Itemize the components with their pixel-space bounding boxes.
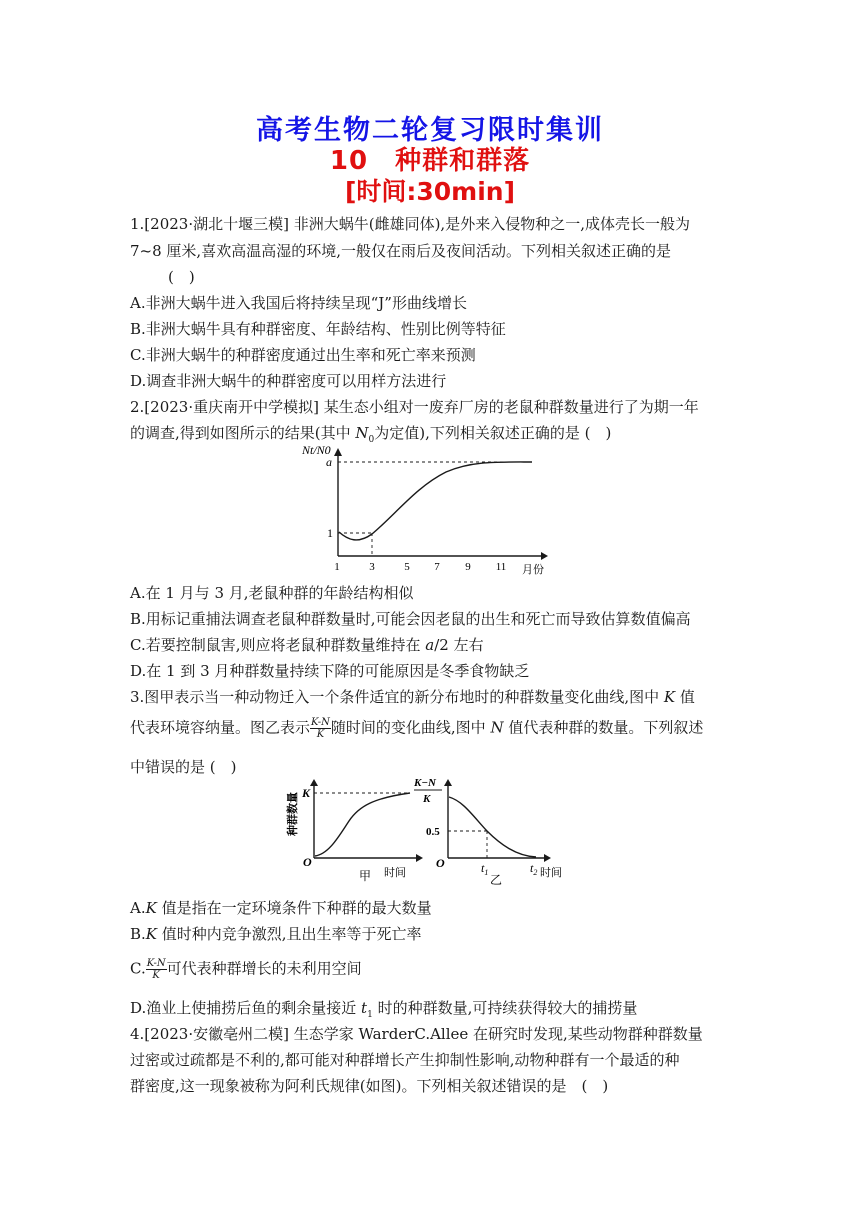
- chart1-y-tick-1: 1: [327, 526, 333, 540]
- chart1-x-tick: 11: [495, 561, 507, 573]
- chart1-x-label: 月份: [522, 564, 544, 576]
- q3-line1: 3.图甲表示当一种动物迁入一个条件适宜的新分布地时的种群数量变化曲线,图中 K 值: [130, 688, 695, 706]
- document-title: 高考生物二轮复习限时集训: [256, 115, 604, 146]
- chart2-x-label: 时间: [384, 867, 406, 879]
- chart3-title: 乙: [490, 873, 503, 886]
- q3-line3: 中错误的是 ( ): [130, 758, 237, 776]
- chart2-k-label: K: [302, 786, 311, 800]
- q2-line1: 2.[2023·重庆南开中学模拟] 某生态小组对一废弃厂房的老鼠种群数量进行了为期一年: [130, 398, 699, 416]
- chart-nt-n0: [296, 442, 556, 582]
- chart2-origin: O: [303, 855, 312, 869]
- q3-line2: 代表环境容纳量。图乙表示 $\frac{K-N}{K}$ 随时间的变化曲线,图中 N 值代表种群的数量。下列叙述: [130, 717, 704, 740]
- q1-line2: 7~8 厘米,喜欢高温高湿的环境,一般仅在雨后及夜间活动。下列相关叙述正确的是: [130, 242, 671, 260]
- q2-option-c: C.若要控制鼠害,则应将老鼠种群数量维持在 a/2 左右: [130, 636, 484, 654]
- q3-option-b: B.K 值时种内竞争激烈,且出生率等于死亡率: [130, 925, 422, 943]
- chart-ratio-yi: [408, 776, 578, 886]
- q2-option-a: A.在 1 月与 3 月,老鼠种群的年龄结构相似: [130, 584, 414, 602]
- q2-option-d: D.在 1 到 3 月种群数量持续下降的可能原因是冬季食物缺乏: [130, 662, 530, 680]
- q1-option-b: B.非洲大蜗牛具有种群密度、年龄结构、性别比例等特征: [130, 320, 506, 338]
- q2-line2: 的调查,得到如图所示的结果(其中 $N_0$为定值),下列相关叙述正确的是 ( ): [130, 424, 612, 445]
- chart3-x-label: 时间: [540, 867, 562, 879]
- q4-line3: 群密度,这一现象被称为阿利氏规律(如图)。下列相关叙述错误的是 ( ): [130, 1077, 609, 1095]
- q3-option-c: C. $\frac{K-N}{K}$ 可代表种群增长的未利用空间: [130, 958, 362, 981]
- q1-line1: 1.[2023·湖北十堰三模] 非洲大蜗牛(雌雄同体),是外来入侵物种之一,成体壳长一般为: [130, 215, 690, 233]
- chart1-x-tick: 5: [404, 561, 410, 573]
- chart1-y-label: Nt/N0: [302, 443, 331, 457]
- chart1-x-tick: 1: [334, 561, 340, 573]
- chart3-y-numerator: K−N: [414, 777, 436, 789]
- q2-option-b: B.用标记重捕法调查老鼠种群数量时,可能会因老鼠的出生和死亡而导致估算数值偏高: [130, 610, 691, 628]
- chart1-y-tick-a: a: [326, 455, 332, 469]
- chart3-t1: $t_1$: [481, 861, 489, 877]
- chart2-y-label: 种群数量: [287, 792, 299, 836]
- q3-option-d: D.渔业上使捕捞后鱼的剩余量接近 $t_1$ 时的种群数量,可持续获得较大的捕捞量: [130, 999, 638, 1020]
- chart3-y-tick: 0.5: [426, 826, 440, 838]
- q3-option-a: A.K 值是指在一定环境条件下种群的最大数量: [130, 899, 432, 917]
- fraction-k-n-over-k: $\frac{K-N}{K}$: [146, 958, 166, 981]
- q1-option-d: D.调查非洲大蜗牛的种群密度可以用样方法进行: [130, 372, 447, 390]
- time-limit: [时间:30min]: [344, 177, 516, 206]
- chart2-title: 甲: [359, 869, 372, 883]
- chart-population-jia: [284, 776, 424, 886]
- q4-line2: 过密或过疏都是不利的,都可能对种群增长产生抑制性影响,动物种群有一个最适的种: [130, 1051, 680, 1069]
- document-subtitle: 10 种群和群落: [329, 146, 531, 176]
- q1-answer-paren: ( ): [168, 268, 195, 286]
- q4-line1: 4.[2023·安徽亳州二模] 生态学家 WarderC.Allee 在研究时发现,某些动物群种群数量: [130, 1025, 703, 1043]
- q1-option-a: A.非洲大蜗牛进入我国后将持续呈现“J”形曲线增长: [130, 294, 467, 312]
- chart1-x-tick: 3: [369, 561, 375, 573]
- chart3-t2: $t_2$: [530, 861, 538, 877]
- chart3-origin: O: [436, 856, 445, 870]
- fraction-k-n-over-k: $\frac{K-N}{K}$: [311, 717, 330, 740]
- chart1-x-tick: 9: [465, 561, 471, 573]
- chart1-x-tick: 7: [434, 561, 440, 573]
- q1-option-c: C.非洲大蜗牛的种群密度通过出生率和死亡率来预测: [130, 346, 476, 364]
- chart3-y-denominator: K: [423, 793, 431, 805]
